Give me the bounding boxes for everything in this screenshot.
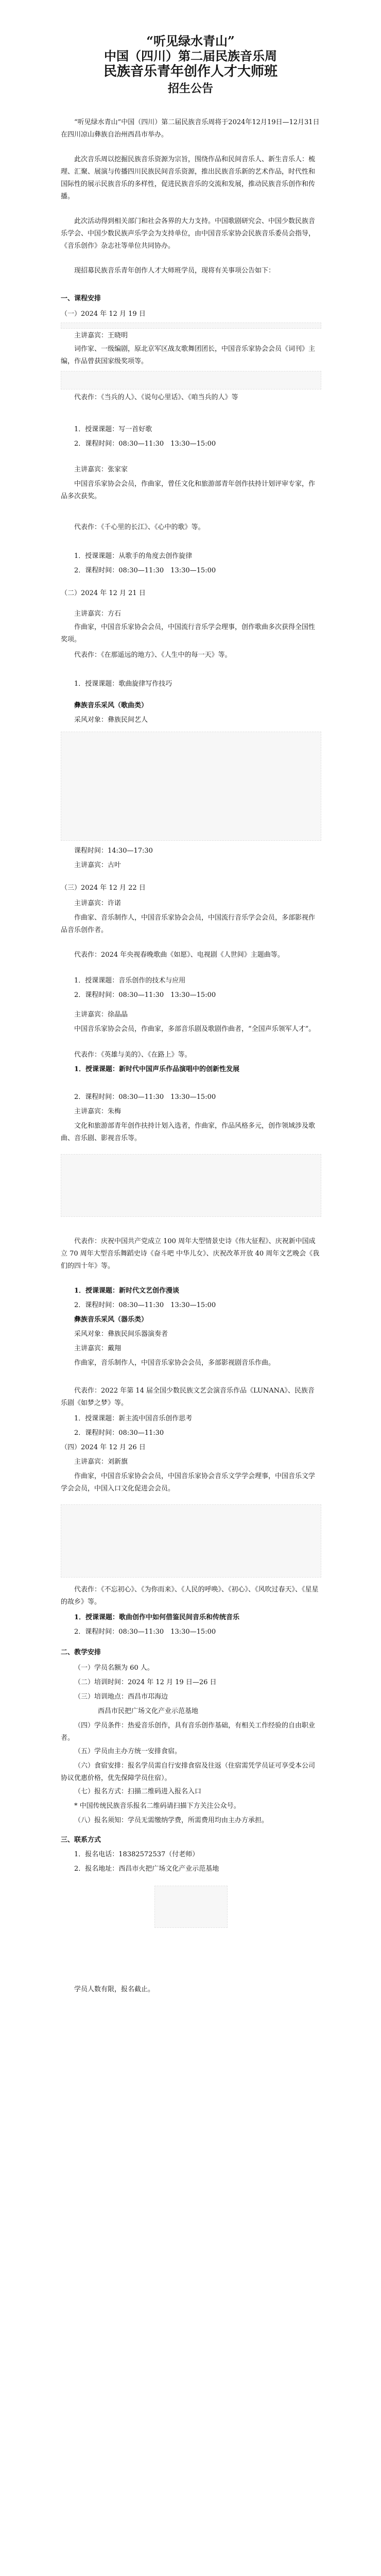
lecturer-name: 主讲嘉宾：戴翔 (74, 1345, 122, 1352)
session-date: （三）2024 年 12 月 22 日 (61, 884, 146, 892)
session-date: （二）2024 年 12 月 21 日 (61, 589, 146, 597)
lecturer-name: 主讲嘉宾：许诺 (74, 900, 122, 907)
lecturer-works: 代表作：《千心里的长江》、《心中的歌》等。 (74, 523, 205, 531)
lecturer-bio: 作曲家，中国音乐家协会会员，中国流行音乐学会理事，创作歌曲多次获得全国性奖项。 (61, 623, 316, 643)
lecturer-works: 代表作：2022 年第 14 届全国少数民族文艺会演音乐作品《LUNANA》、民族音乐剧《如梦之梦》等。 (61, 1387, 315, 1407)
lecturer-name: 主讲嘉宾：刘新旗 (74, 1458, 128, 1466)
speaker-photo (61, 1154, 321, 1217)
course-topic: 1．授课课题：写一首好歌 (74, 426, 152, 433)
lecturer-works: 代表作：《在那遥远的地方》、《人生中的每一天》等。 (74, 651, 232, 659)
lecturer-name: 主讲嘉宾：方石 (74, 610, 122, 618)
intro-paragraph: 现招募民族音乐青年创作人才大师班学员，现将有关事项公告如下： (74, 267, 275, 275)
qr-code-image (154, 1886, 228, 1928)
fieldwork-caption: 采风对象：彝族民间艺人 (74, 716, 148, 724)
section-heading: 三、联系方式 (61, 1836, 101, 1844)
info-item: （四）学员条件：热爱音乐创作，具有音乐创作基础，有相关工作经验的自由职业者。 (61, 1722, 316, 1742)
speaker-photo (61, 371, 321, 389)
info-note: * 中国传统民族音乐报名二维码请扫描下方关注公众号。 (74, 1802, 240, 1810)
fieldwork-photo (61, 732, 321, 841)
fieldwork-heading: 彝族音乐采风（器乐类） (74, 1316, 148, 1324)
info-item: （二）培训时间：2024 年 12 月 19 日—26 日 (74, 1679, 217, 1686)
course-time: 2．课程时间：08:30—11:30 (74, 1429, 164, 1437)
intro-paragraph: 此次音乐周以挖掘民族音乐资源为宗旨，围绕作品和民间音乐人、新生音乐人：梳理、汇聚、展演与传播四川民族民间音乐资源，推出民族音乐新的艺术作品，时代性和国际性的展示民族音乐的多样性，促进民族音乐的交流和发展，推动民族音乐创作和传播。 (61, 156, 316, 200)
fieldwork-heading: 彝族音乐采风（歌曲类） (74, 702, 148, 709)
course-time: 2．课程时间：08:30—11:30 13:30—15:00 (74, 1628, 216, 1636)
lecturer-bio: 中国音乐家协会会员，作曲家，多部音乐剧及歌剧作曲者，“全国声乐领军人才”。 (74, 1025, 316, 1033)
course-topic: 1．授课课题：新时代中国声乐作品演唱中的创新性发展 (74, 1065, 240, 1073)
lecturer-works: 代表作：《不忘初心》、《为你而来》、《人民的呼唤》、《初心》、《风吹过春天》、《星星的故乡》等。 (61, 1586, 319, 1606)
course-topic: 1．授课课题：歌曲旋律写作技巧 (74, 680, 172, 688)
lecturer-bio: 文化和旅游部青年创作扶持计划入选者，作曲家，作品风格多元，创作领域涉及歌曲、音乐剧、影视音乐等。 (61, 1122, 316, 1142)
closing-note: 学员人数有限，报名截止。 (74, 1986, 155, 1993)
lecturer-name: 主讲嘉宾：古叶 (74, 861, 122, 869)
contact-address: 2．报名地址：西昌市火把广场文化产业示范基地 (74, 1865, 219, 1873)
course-time: 2．课程时间：08:30—11:30 13:30—15:00 (74, 991, 216, 999)
info-item: 西昌市民把广场文化产业示范基地 (98, 1707, 199, 1715)
course-topic: 1．授课课题：新主流中国音乐创作思考 (74, 1415, 193, 1422)
event-title: 中国（四川）第二届民族音乐周 (104, 48, 277, 63)
course-time: 2．课程时间：08:30—11:30 13:30—15:00 (74, 1093, 216, 1101)
contact-phone: 1．报名电话：18382572537（付老师） (74, 1851, 199, 1858)
section-heading: 二、教学安排 (61, 1649, 101, 1656)
course-time: 2．课程时间：08:30—11:30 13:30—15:00 (74, 440, 216, 448)
course-time: 2．课程时间：08:30—11:30 13:30—15:00 (74, 1301, 216, 1309)
info-item: （一）学员名额为 60 人。 (74, 1664, 154, 1672)
session-date: （四）2024 年 12 月 26 日 (61, 1444, 146, 1451)
lecturer-name: 主讲嘉宾：徐晶晶 (74, 1011, 128, 1019)
intro-paragraph: “听见绿水青山”中国（四川）第二届民族音乐周将于2024年12月19日—12月31日在四川凉山彝族自治州西昌市举办。 (61, 118, 320, 139)
lecturer-works: 代表作：《当兵的人》、《说句心里话》、《咱当兵的人》等 (74, 394, 238, 401)
course-time: 2．课程时间：08:30—11:30 13:30—15:00 (74, 567, 216, 574)
lecturer-bio: 作曲家，音乐制作人，中国音乐家协会会员，多部影视剧音乐作曲。 (74, 1359, 275, 1367)
info-item: （六）食宿安排：报名学员需自行安排食宿及往返（住宿需凭学员证可享受本公司协议优惠价格，优先保障学员住宿）。 (61, 1762, 316, 1782)
announcement-header (0, 34, 381, 97)
lecturer-works: 代表作：《英雄与美的》、《在路上》等。 (74, 1051, 192, 1059)
speaker-photo (61, 323, 321, 329)
lecturer-name: 主讲嘉宾：王晓明 (74, 332, 128, 340)
course-topic: 1．授课课题：新时代文艺创作漫谈 (74, 1287, 180, 1295)
class-title: 民族音乐青年创作人才大师班 (103, 64, 278, 79)
announcement-title: 招生公告 (167, 82, 213, 95)
info-item: （八）报名须知：学员无需缴纳学费，所需费用均由主办方承担。 (74, 1817, 269, 1824)
lecturer-name: 主讲嘉宾：张家家 (74, 466, 128, 473)
slogan-title: “听见绿水青山” (146, 33, 235, 48)
fieldwork-caption: 采风对象：彝族民间乐器演奏者 (74, 1330, 168, 1338)
lecturer-works: 代表作：2024 年央视春晚歌曲《如愿》、电视剧《人世间》主题曲等。 (74, 951, 284, 959)
course-topic: 1．授课课题：音乐创作的技术与应用 (74, 977, 186, 985)
speaker-photo (61, 1504, 321, 1578)
section-heading: 一、课程安排 (61, 295, 101, 302)
course-time: 课程时间：14:30—17:30 (74, 847, 153, 855)
lecturer-name: 主讲嘉宾：朱梅 (74, 1108, 122, 1115)
lecturer-bio: 中国音乐家协会会员，作曲家，曾任文化和旅游部青年创作扶持计划评审专家，作品多次获奖。 (61, 480, 316, 500)
lecturer-bio: 作曲家、音乐制作人，中国音乐家协会会员，中国流行音乐学会会员，多部影视作品音乐创作者。 (61, 914, 316, 934)
session-date: （一）2024 年 12 月 19 日 (61, 310, 146, 318)
intro-paragraph: 此次活动得到相关部门和社会各界的大力支持。中国歌剧研究会、中国少数民族音乐学会、中国少数民族声乐学会为支持单位，由中国音乐家协会民族音乐委员会指导，《音乐创作》杂志社等单位共同协办。 (61, 217, 316, 250)
info-item: （五）学员由主办方统一安排食宿。 (74, 1748, 182, 1755)
course-topic: 1．授课课题：歌曲创作中如何借鉴民间音乐和传统音乐 (74, 1614, 240, 1621)
lecturer-bio: 作曲家，中国音乐家协会会员，中国音乐家协会音乐文学学会理事，中国音乐文学学会会员，中国入口文化促进会会员。 (61, 1472, 316, 1493)
lecturer-works: 代表作：庆祝中国共产党成立 100 周年大型情景史诗《伟大征程》、庆祝新中国成立 70 周年大型音乐舞蹈史诗《奋斗吧 中华儿女》、庆祝改革开放 40 周年文艺晚会《我们的四十年》等。 (61, 1238, 320, 1270)
lecturer-bio: 词作家、一级编剧，原北京军区战友歌舞团团长，中国音乐家协会会员《词刊》主编，作品曾获国家级奖项等。 (61, 345, 316, 365)
info-item: （七）报名方式：扫描二维码进入报名入口 (74, 1788, 202, 1795)
info-item: （三）培训地点：西昌市邛海边 (74, 1693, 168, 1701)
course-topic: 1．授课课题：从歌手的角度去创作旋律 (74, 552, 193, 560)
